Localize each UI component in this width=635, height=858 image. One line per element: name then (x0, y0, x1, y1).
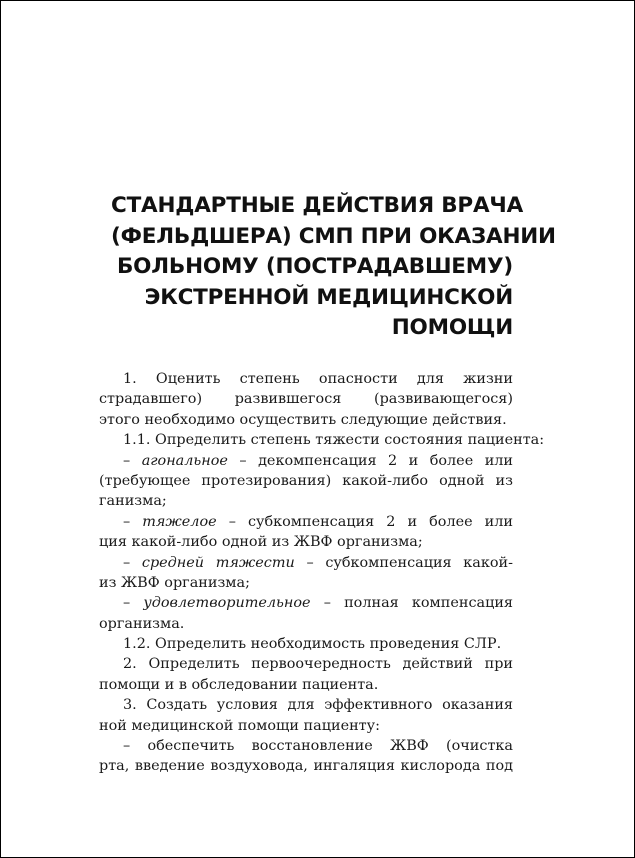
dash: – (123, 452, 131, 469)
dash: – (123, 595, 131, 612)
text-line: 1.2. Определить необходимость проведения СЛР. (123, 636, 502, 653)
dash: – (123, 554, 131, 571)
text-line: 3. Создать условия для эффективного оказания (123, 697, 513, 714)
text-line: (требующее протезирования) какой-либо одной из (99, 472, 513, 489)
text-line: этого необходимо осуществить следующие действия. (99, 411, 507, 428)
text-line: 1. Оценить степень опасности для жизни (123, 371, 513, 387)
title-line: (ФЕЛЬДШЕРА) СМП ПРИ ОКАЗАНИИ (111, 223, 556, 249)
severity-desc: – субкомпенсация какой- (306, 554, 513, 571)
severity-item-moderate (99, 553, 513, 573)
text-line: рта, введение воздуховода, ингаляция кислорода под (99, 758, 513, 775)
severity-term: агональное (141, 452, 228, 469)
severity-term: удовлетворительное (143, 595, 311, 612)
text-line: помощи и в обследовании пациента. (99, 676, 379, 693)
text-line: из ЖВФ организма; (99, 574, 250, 591)
title-line: БОЛЬНОМУ (ПОСТРАДАВШЕМУ) (117, 254, 513, 280)
dash: – (123, 513, 131, 530)
text-line: ной медицинской помощи пациенту: (99, 717, 380, 734)
title-line: ЭКСТРЕННОЙ МЕДИЦИНСКОЙ (144, 284, 513, 310)
text-line: страдавшего) развившегося (развивающегося) (99, 391, 513, 408)
section-title (111, 191, 556, 344)
text-line: 2. Определить первоочередность действий при (123, 656, 513, 673)
body-text (99, 369, 545, 777)
severity-term: тяжелое (142, 513, 217, 530)
severity-item-severe (99, 512, 513, 532)
title-line: ПОМОЩИ (391, 315, 513, 341)
text-line: 1.1. Определить степень тяжести состояния пациента: (123, 432, 545, 449)
severity-term: средней тяжести (141, 554, 295, 571)
severity-desc: – субкомпенсация 2 и более или (228, 513, 513, 530)
severity-item-agonal (99, 451, 513, 471)
text-line: ция какой-либо одной из ЖВФ организма; (99, 534, 423, 551)
text-line: ганизма; (99, 493, 167, 510)
text-line: – обеспечить восстановление ЖВФ (очистка (123, 738, 513, 755)
severity-desc: – полная компенсация (323, 595, 513, 612)
severity-desc: – декомпенсация 2 и более или (239, 452, 513, 469)
title-line: СТАНДАРТНЫЕ ДЕЙСТВИЯ ВРАЧА (111, 193, 524, 218)
severity-item-satisfactory (99, 593, 513, 613)
text-line: организма. (99, 615, 185, 632)
